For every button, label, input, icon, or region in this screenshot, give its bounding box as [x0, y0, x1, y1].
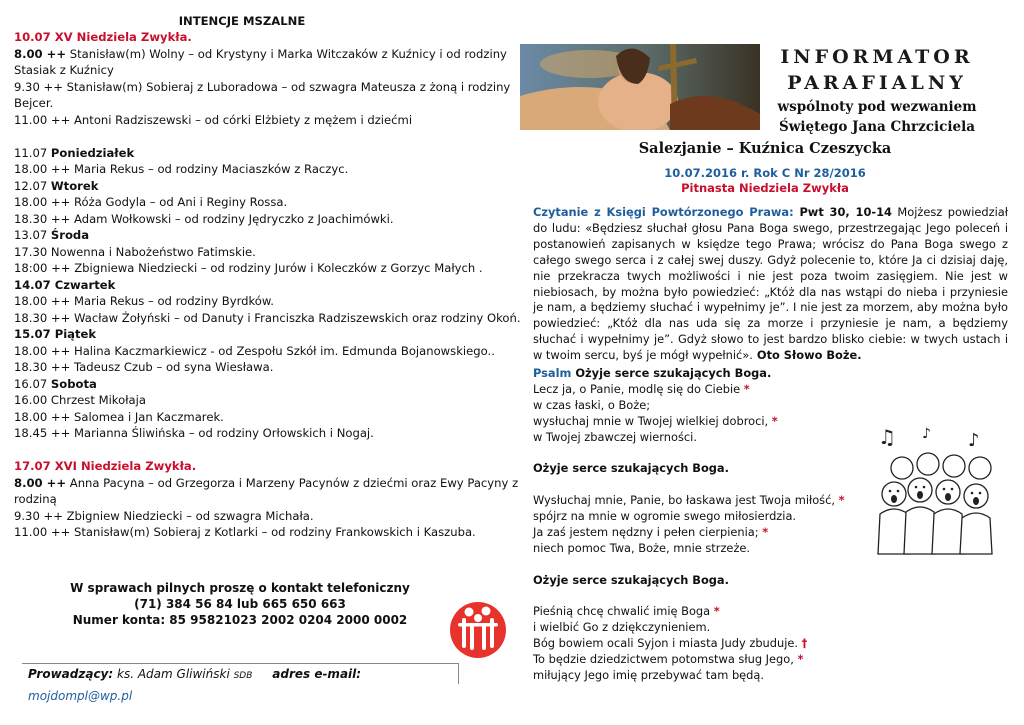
- intention-line: [14, 227, 490, 244]
- verse-mark: *: [838, 493, 845, 508]
- intention-prefix: 8.00 ++: [14, 475, 67, 490]
- intention-text: 16.00 Chrzest Mikołaja: [14, 393, 146, 407]
- intention-text: 9.30 ++ Zbigniew Niedziecki – od szwagra Michała.: [14, 508, 314, 523]
- intention-line: [14, 508, 490, 525]
- intention-line: [14, 425, 490, 442]
- bulletin-title-line1: INFORMATOR: [780, 46, 974, 68]
- footer: [22, 663, 459, 703]
- phone-numbers: (71) 384 56 84 lub 665 650 663: [134, 597, 346, 611]
- psalm-verse: [533, 398, 863, 414]
- intention-line: [14, 343, 495, 360]
- verse-text: niech pomoc Twa, Boże, mnie strzeże.: [533, 540, 751, 555]
- psalm-verse: [533, 493, 863, 509]
- psalm-label: Psalm: [533, 366, 576, 380]
- verse-text: Ożyje serce szukających Boga.: [533, 572, 729, 587]
- intention-line: [14, 95, 490, 112]
- intention-prefix: Wtorek: [50, 178, 99, 193]
- psalm-verse: [533, 382, 863, 398]
- intention-line: [14, 359, 490, 376]
- reading-text: Mojżesz powiedział do ludu: «Będziesz słuchał głosu Pana Boga swego, przestrzegając Jego poleceń i postanowień zapisanych w księdze tego Prawa; wrócisz do Pana Boga swego z całego swego serca i z całej swej duszy. Gdyż polecenie to, które Ja ci dzisiaj daję, nie przekracza twych możliwości i nie jest poza twoim zasięgiem. Nie jest w niebiosach, by można było powiedzieć: „Któż dla nas wstąpi do nieba i przyniesie je nam, a będziemy słuchać i wypełnimy je”. I nie jest za morzem, aby można było powiedzieć: „Któż dla nas uda się za morze i przyniesie je nam, a będziemy słuchać i wypełnimy je”. Gdyż słowo to jest bardzo blisko ciebie: w twych ustach i w twoim sercu, byś je mógł wypełnić».: [533, 205, 1009, 363]
- intention-line: [14, 178, 490, 195]
- intention-line: [14, 29, 490, 46]
- email-label: adres e-mail:: [272, 667, 362, 681]
- intention-text: 18.30 ++ Tadeusz Czub – od syna Wiesława.: [14, 360, 274, 374]
- intention-prefix: Poniedziałek: [50, 145, 135, 160]
- psalm-refrain: Ożyje serce szukających Boga.: [575, 366, 772, 380]
- verse-text: w Twojej zbawczej wierności.: [533, 429, 697, 444]
- psalm-verse: [533, 604, 863, 620]
- intention-text: rodziną: [14, 492, 57, 506]
- mass-intentions: [14, 14, 521, 541]
- intention-line: [14, 211, 490, 228]
- issue-date: 10.07.2016 r. Rok C Nr 28/2016: [664, 166, 866, 180]
- subtitle-line2: Świętego Jana Chrzciciela: [779, 119, 975, 135]
- psalm-verse: [533, 636, 863, 652]
- intention-text: 18.30 ++ Wacław Żołyński – od Danuty i Franciszka Radziszewskich oraz rodziny Okoń.: [14, 310, 521, 325]
- psalm-heading: [533, 366, 863, 382]
- verse-mark: †: [801, 636, 808, 651]
- intention-text: 18.00 ++ Salomea i Jan Kaczmarek.: [14, 409, 224, 424]
- intention-line: [14, 46, 507, 63]
- singing-choir-illustration: [872, 424, 1006, 556]
- verse-text: Ja zaś jestem nędzny i pełen cierpienia;: [533, 524, 763, 539]
- intention-prefix: 17.07 XVI Niedziela Zwykła.: [14, 459, 197, 473]
- verse-text: spójrz na mnie w ogromie swego miłosierdzia.: [533, 509, 797, 524]
- footer-name: ks. Adam Gliwiński: [113, 667, 234, 681]
- svg-text:♪: ♪: [968, 430, 980, 451]
- psalm: [533, 366, 863, 684]
- intention-text: Stasiak z Kuźnicy: [14, 63, 114, 77]
- intention-text: 11.00 ++ Stanisław(m) Sobieraj z Kotlarki – od rodziny Frankowskich i Kaszuba.: [14, 525, 476, 539]
- verse-mark: *: [743, 381, 750, 396]
- intention-text: Anna Pacyna – od Grzegorza i Marzeny Pacynów z dziećmi oraz Ewy Pacyny z: [66, 475, 519, 490]
- spacer: [14, 442, 490, 459]
- intentions-list: [14, 29, 521, 541]
- intention-prefix: Sobota: [50, 376, 97, 391]
- bulletin-title-line2: PARAFIALNY: [787, 72, 967, 94]
- intention-text: Stanisław(m) Wolny – od Krystyny i Marka Witczaków z Kuźnicy i od rodziny: [66, 46, 507, 61]
- intention-text: 9.30 ++ Stanisław(m) Sobieraj z Luboradowa – od szwagra Mateusza z żoną i rodziny: [14, 79, 511, 94]
- bank-account: Numer konta: 85 95821023 2002 0204 2000 0002: [72, 613, 408, 627]
- verse-text: Pieśnią chcę chwalić imię Boga: [533, 604, 714, 619]
- psalm-verse: [533, 541, 863, 557]
- intention-text: Bejcer.: [14, 96, 54, 110]
- mass-intentions-heading: INTENCJE MSZALNE: [178, 14, 306, 28]
- john-baptist-picture: [520, 44, 760, 130]
- intention-line: [14, 244, 490, 261]
- verse-text: Ożyje serce szukających Boga.: [533, 461, 729, 476]
- spacer: [533, 557, 863, 573]
- intention-line: [14, 326, 490, 343]
- intention-text: 18:00 ++ Zbigniewa Niedziecki – od rodziny Jurów i Koleczków z Gorzyc Małych .: [14, 261, 483, 275]
- psalm-verse: [533, 668, 863, 684]
- sunday-name: Pitnasta Niedziela Zwykła: [681, 181, 849, 195]
- verse-mark: *: [762, 524, 769, 539]
- verse-text: wysłuchaj mnie w Twojej wielkiej dobroci,: [533, 413, 772, 428]
- spacer: [533, 445, 863, 461]
- psalm-verse: [533, 430, 863, 446]
- reading-reference: Pwt 30, 10-14: [793, 205, 892, 219]
- verse-text: miłujący Jego imię przebywać tam będą.: [533, 667, 765, 682]
- intention-line: [14, 293, 490, 310]
- spacer: [14, 128, 490, 145]
- psalm-refrain: [533, 573, 863, 589]
- email-link[interactable]: mojdompl@wp.pl: [28, 689, 133, 703]
- intention-line: [14, 524, 490, 541]
- spacer: [533, 477, 863, 493]
- intention-line: [14, 260, 490, 277]
- intention-prefix: 14.07 Czwartek: [14, 277, 116, 292]
- psalm-refrain: [533, 461, 863, 477]
- verse-text: Wysłuchaj mnie, Panie, bo łaskawa jest Twoja miłość,: [533, 493, 839, 508]
- verse-text: w czas łaski, o Boże;: [533, 397, 651, 412]
- intention-prefix: Środa: [50, 228, 90, 242]
- intention-line: [14, 392, 490, 409]
- footer-label: Prowadzący:: [28, 667, 114, 681]
- verse-text: Bóg bowiem ocali Syjon i miasta Judy zbuduje.: [533, 636, 802, 651]
- psalm-verse: [533, 525, 863, 541]
- intention-text: 18.30 ++ Adam Wołkowski – od rodziny Jędryczko z Joachimówki.: [14, 211, 394, 226]
- intention-text: 18.00 ++ Róża Godyla – od Ani i Reginy Rossa.: [14, 195, 288, 209]
- intention-line: [14, 376, 490, 393]
- bulletin-subtitle: [762, 97, 992, 137]
- first-reading: [533, 205, 1008, 364]
- reading-label: Czytanie z Księgi Powtórzonego Prawa:: [533, 205, 794, 219]
- verse-text: i wielbić Go z dziękczynieniem.: [533, 620, 711, 635]
- intention-prefix: 8.00 ++: [14, 46, 67, 61]
- psalm-verse: [533, 414, 863, 430]
- verse-mark: *: [713, 604, 720, 619]
- svg-text:♪: ♪: [922, 426, 931, 442]
- verse-mark: *: [771, 413, 778, 428]
- intention-line: [14, 79, 511, 96]
- psalm-verse: [533, 509, 863, 525]
- intention-line: [14, 310, 521, 327]
- intention-line: [14, 458, 490, 475]
- issue-info: [600, 166, 930, 196]
- salesian-logo: [448, 596, 508, 662]
- contact-line: W sprawach pilnych proszę o kontakt telefoniczny: [70, 581, 410, 595]
- intention-date: 12.07: [14, 178, 51, 193]
- intention-line: [14, 161, 490, 178]
- verse-text: To będzie dziedzictwem potomstwa sług Jego,: [533, 652, 798, 667]
- verse-mark: *: [797, 652, 804, 667]
- intention-line: [14, 194, 490, 211]
- bulletin-header: [762, 44, 992, 137]
- parish-name: Salezjanie – Kuźnica Czeszycka: [638, 140, 892, 157]
- intention-date: 16.07: [14, 376, 51, 391]
- spacer: [533, 588, 863, 604]
- footer-order: SDB: [233, 671, 253, 681]
- intention-date: 11.07: [14, 145, 51, 160]
- psalm-verse: [533, 620, 863, 636]
- intention-prefix: 10.07 XV Niedziela Zwykła.: [14, 30, 192, 44]
- intention-line: [14, 145, 490, 162]
- subtitle-line1: wspólnoty pod wezwaniem: [777, 99, 977, 115]
- intention-text: 18.00 ++ Maria Rekus – od rodziny Maciaszków z Raczyc.: [14, 162, 349, 176]
- intention-line: [14, 491, 490, 508]
- intention-line: [14, 475, 519, 492]
- intention-date: 13.07: [14, 228, 51, 242]
- intention-text: 11.00 ++ Antoni Radziszewski – od córki Elżbiety z mężem i dziećmi: [14, 112, 413, 127]
- reading-closing: Oto Słowo Boże.: [752, 348, 862, 363]
- svg-text:♫: ♫: [878, 425, 896, 449]
- intention-text: 17.30 Nowenna i Nabożeństwo Fatimskie.: [14, 244, 256, 259]
- intention-text: 18.00 ++ Maria Rekus – od rodziny Byrdków.: [14, 294, 274, 308]
- verse-text: Lecz ja, o Panie, modlę się do Ciebie: [533, 381, 744, 396]
- contact-info: [60, 580, 420, 628]
- intention-line: [14, 409, 490, 426]
- intention-line: [14, 62, 490, 79]
- intention-text: 18.45 ++ Marianna Śliwińska – od rodziny Orłowskich i Nogaj.: [14, 426, 374, 440]
- intention-text: 18.00 ++ Halina Kaczmarkiewicz - od Zespołu Szkół im. Edmunda Bojanowskiego..: [14, 343, 495, 358]
- psalm-verse: [533, 652, 863, 668]
- intention-line: [14, 277, 490, 294]
- intention-line: [14, 112, 490, 129]
- intention-prefix: 15.07 Piątek: [14, 327, 97, 341]
